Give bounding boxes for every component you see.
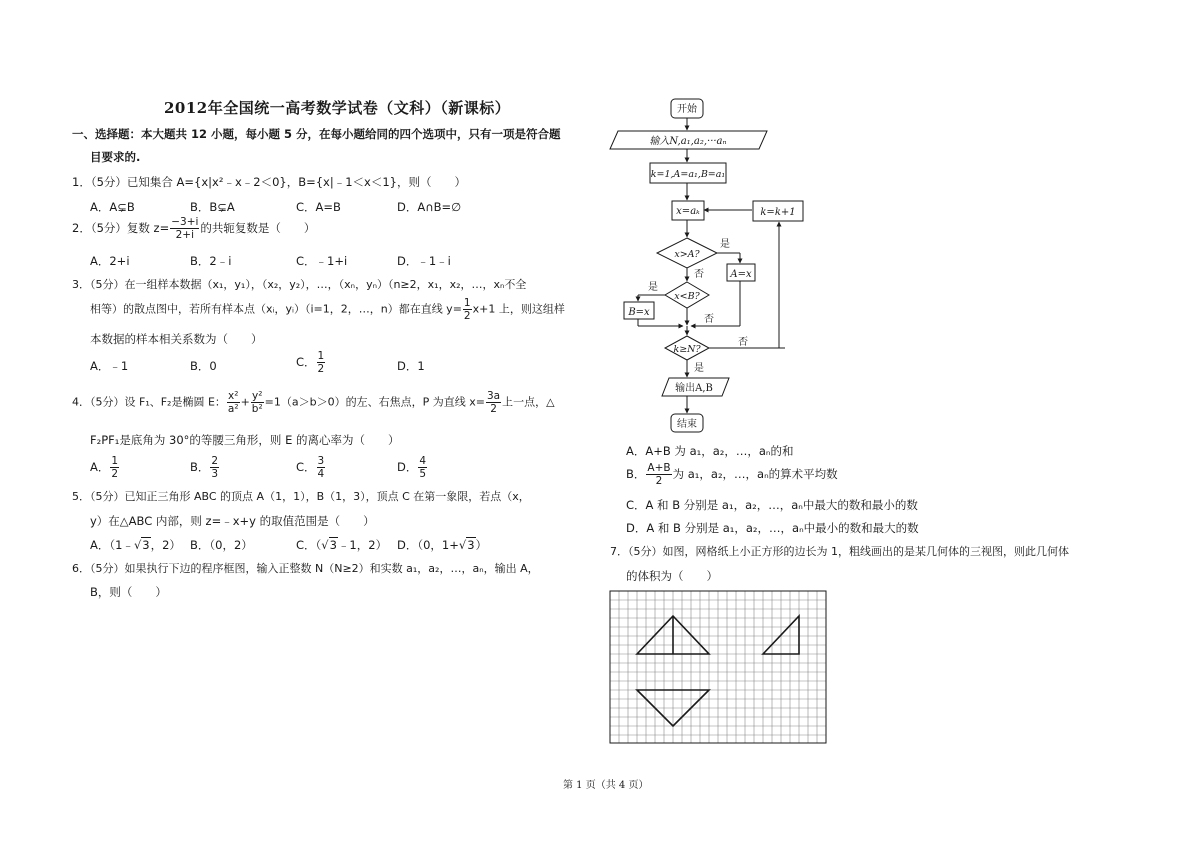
flowchart-cond1-text: x>A? [674,249,700,260]
question-2-option-c: C．﹣1+i [296,254,348,268]
flowchart-set-a-text: A=x [730,269,752,280]
flowchart-no3-label: 否 [738,337,748,348]
question-1-stem: 1．（5分）已知集合 A={x|x²﹣x﹣2＜0}，B={x|﹣1＜x＜1}，则（ ） [72,175,466,189]
three-view-grid [609,590,829,744]
flowchart-cond3-text: k≥N? [673,344,701,355]
question-1-option-b: B．B⊊A [190,200,235,214]
question-1-option-d: D．A∩B=∅ [397,200,462,214]
flowchart-start-text: 开始 [677,104,697,115]
flowchart-yes3-label: 是 [694,363,704,374]
flowchart-cond2-text: x<B? [674,291,700,302]
flowchart-no2-label: 否 [704,314,714,325]
flowchart-init-text: k=1,A=a₁,B=a₁ [650,169,726,180]
question-1-option-a: A．A⊊B [90,200,135,214]
flowchart-input-text: 输入N,a₁,a₂,···aₙ [649,136,727,147]
question-3-line2: 相等）的散点图中，若所有样本点（xᵢ，yᵢ）（i=1，2，…，n）都在直线 y= $\frac{1}{2}$ x+1 上，则这组样 [90,297,565,322]
question-4-option-b: B． $\frac{2}{3}$ [190,455,219,480]
flowchart-increment-text: k=k+1 [760,207,796,218]
question-2-option-a: A．2+i [90,254,130,268]
question-1-option-c: C．A=B [296,200,341,214]
flowchart-yes2-label: 是 [648,282,658,293]
question-2-option-b: B．2﹣i [190,254,232,268]
question-3-option-d: D．1 [397,359,425,373]
question-4-option-a: A． $\frac{1}{2}$ [90,455,119,480]
section-heading-line1: 一、选择题：本大题共 12 小题，每小题 5 分，在每小题给同的四个选项中，只有一项是符合题 [72,127,561,141]
question-6-option-b: B． $\frac{A+B}{2}$ 为 a₁，a₂，…，aₙ的算术平均数 [626,462,838,487]
question-4-option-d: D． $\frac{4}{5}$ [397,455,427,480]
question-3-line1: 3．（5分）在一组样本数据（x₁，y₁），（x₂，y₂），…，（xₙ，yₙ）（n≥2，x₁，x₂，…，xₙ不全 [72,278,527,291]
question-3-option-c: C． $\frac{1}{2}$ [296,350,325,375]
page-title: 2012年全国统一高考数学试卷（文科）（新课标） [164,99,511,117]
question-2-stem: 2．（5分）复数 z= $\frac{-3+i}{2+i}$ 的共轭复数是（ ） [72,216,316,241]
page-footer: 第 1 页（共 4 页） [563,780,649,791]
question-5-option-c: C．（√3﹣1，2） [296,538,388,552]
question-6-option-d: D．A 和 B 分别是 a₁，a₂，…，aₙ中最小的数和最大的数 [626,521,919,535]
question-7-line2: 的体积为（ ） [626,569,718,583]
question-5-option-a: A．（1﹣√3，2） [90,538,181,552]
question-6-option-c: C．A 和 B 分别是 a₁，a₂，…，aₙ中最大的数和最小的数 [626,498,918,512]
question-5-option-b: B．（0，2） [190,538,253,552]
question-3-option-a: A．﹣1 [90,359,129,373]
section-heading-line2: 目要求的. [90,150,141,164]
question-4-line1: 4．（5分）设 F₁、F₂是椭圆 E： $\frac{\text{x²}}{\text{a²}}$ + $\frac{\text{y²}}{\text{b²}}$ =1（a＞b＞0）的左、右焦点，P 为直线 x= $\frac{3a}{2}$ 上一点，△ [72,390,555,415]
question-3-option-b: B．0 [190,359,217,373]
question-3-line3: 本数据的样本相关系数为（ ） [90,332,263,346]
flowchart-no1-label: 否 [694,269,704,280]
flowchart-end-text: 结束 [677,419,697,430]
question-4-option-c: C． $\frac{3}{4}$ [296,455,325,480]
fraction: $\frac{-3+i}{2+i}$ [171,216,199,241]
question-6-option-a: A．A+B 为 a₁，a₂，…，aₙ的和 [626,444,794,458]
question-4-line2: F₂PF₁是底角为 30°的等腰三角形，则 E 的离心率为（ ） [90,433,400,447]
flowchart-set-b-text: B=x [628,307,650,318]
question-6-line2: B，则（ ） [90,585,167,599]
question-2-option-d: D．﹣1﹣i [397,254,451,268]
flowchart [608,92,796,436]
question-5-line2: y）在△ABC 内部，则 z=﹣x+y 的取值范围是（ ） [90,514,375,528]
question-7-line1: 7．（5分）如图，网格纸上小正方形的边长为 1，粗线画出的是某几何体的三视图，则此几何体 [610,545,1069,558]
flowchart-yes1-label: 是 [720,239,730,250]
question-5-line1: 5．（5分）已知正三角形 ABC 的顶点 A（1，1），B（1，3），顶点 C 在第一象限，若点（x， [72,490,530,503]
question-6-line1: 6．（5分）如果执行下边的程序框图，输入正整数 N（N≥2）和实数 a₁，a₂，…，aₙ，输出 A， [72,562,539,575]
flowchart-assign-text: x=aₖ [676,206,700,217]
grid-lines [610,591,826,743]
flowchart-output-text: 输出A,B [675,383,713,394]
question-5-option-d: D．（0，1+√3） [397,538,488,552]
